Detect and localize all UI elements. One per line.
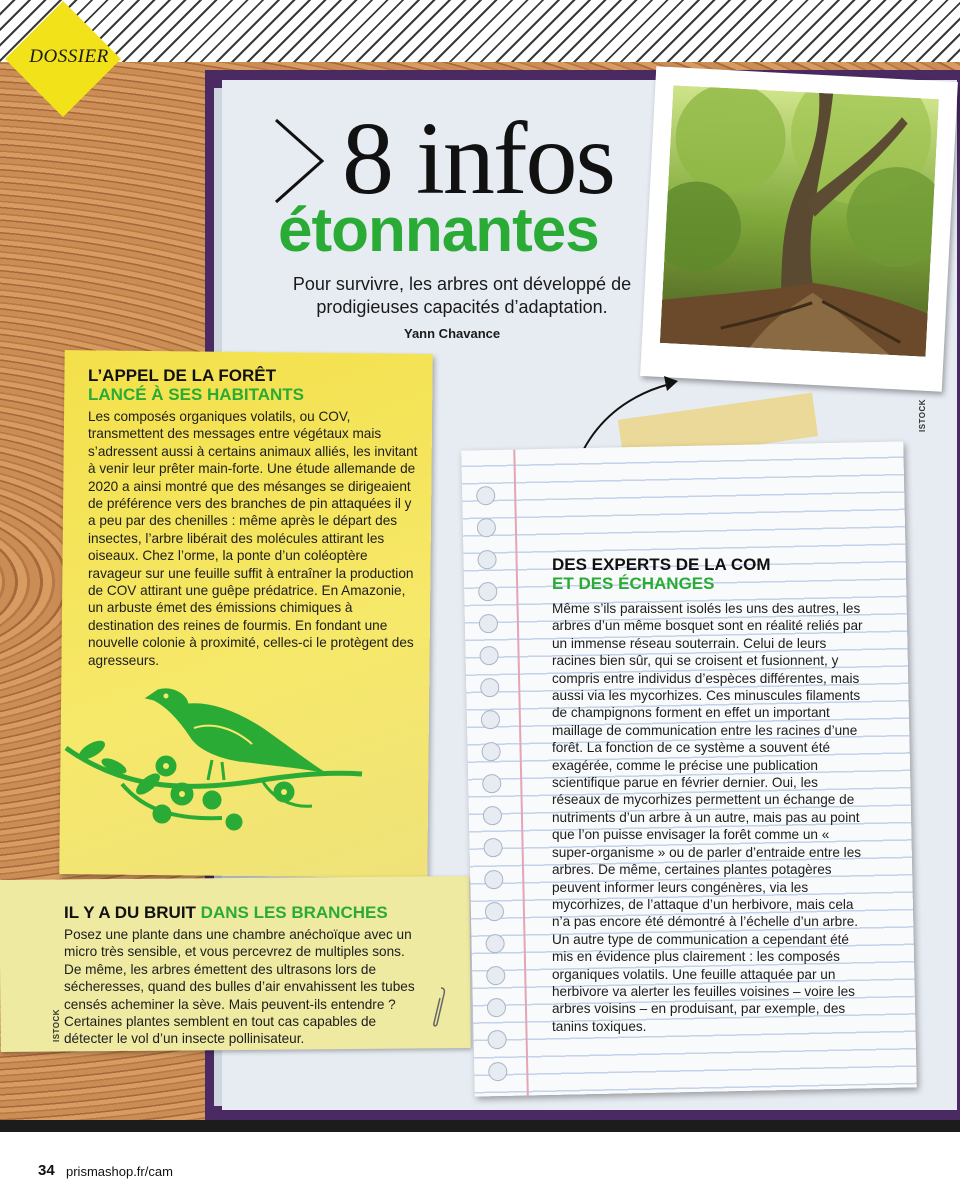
box1-heading-black: L’APPEL DE LA FORÊT — [88, 366, 276, 385]
box3-heading-green: DANS LES BRANCHES — [200, 903, 388, 922]
notebook-hole — [482, 774, 501, 793]
notebook-hole — [479, 614, 498, 633]
notebook-hole — [483, 838, 502, 857]
box1-heading — [88, 366, 304, 404]
notebook-hole — [483, 806, 502, 825]
author-name: Yann Chavance — [404, 326, 501, 341]
headline-line1: 8 infos — [342, 101, 614, 216]
notebook-hole — [478, 582, 497, 601]
chevron-right-icon — [270, 116, 330, 206]
footer-bar — [0, 1120, 960, 1132]
section-badge-label: DOSSIER — [29, 46, 109, 67]
box3-body: Posez une plante dans une chambre anéchoïque avec un micro très sensible, et vous percevrez de multiples sons. De même, les arbres émettent des ultrasons lors de sécheresses, quand des bulles d’air envahissent les tubes censés acheminer la sève. Mais peuvent-ils entendre ? Certaines plantes semblent en tout cas capables de détecter le vol d’un insecte pollinisateur. — [64, 927, 415, 1047]
notebook-margin-line — [513, 450, 529, 1096]
notebook-hole — [477, 518, 496, 537]
bird-on-branch-illustration — [62, 688, 372, 838]
page-number: 34 — [38, 1162, 55, 1179]
notebook-hole — [485, 934, 504, 953]
notebook-hole — [477, 550, 496, 569]
notebook-hole — [487, 998, 506, 1017]
box3-heading — [64, 903, 388, 922]
intro-text: Pour survivre, les arbres ont développé de prodigieuses capacités d’adaptation. — [292, 274, 632, 317]
box2-body: Même s’ils paraissent isolés les uns des autres, les arbres d’un même bosquet sont en réalité reliés par un immense réseau souterrain. Celui de leurs racines bien sûr, qui se croisent et fusionnent, y compris entre individus d’espèces différentes, mais aussi via les mycorhizes. Ces minuscules filaments de champignons forment en effet un important maillage de communication entre les racines d’une forêt. La fonction de ce système a souvent été exagérée, comme le précise une publication scientifique parue en février dernier. Oui, les réseaux de mycorhizes permettent un échange de nutriments d’un arbre à un autre, mais pas au point que l’on puisse envisager la forêt comme un « super-organisme » ou de parler d’entraide entre les arbres. De même, certaines plantes potagères peuvent informer leurs congénères, via les mycorhizes, de l’attaque d’un herbivore, mais cela n’a pas encore été démontré à l’échelle d’un arbre. Un autre type de communication a cependant été mis en évidence plus clairement : les composés organiques volatils. Une feuille attaquée par un herbivore va alerter les feuilles voisines – voire les arbres voisins – en produisant, par exemple, des tanins toxiques. — [552, 601, 863, 1034]
illustration-credit: ISTOCK — [52, 1008, 61, 1042]
notebook-hole — [479, 646, 498, 665]
headline-line2: étonnantes — [278, 196, 599, 265]
box2-heading-black: DES EXPERTS DE LA COM — [552, 555, 771, 574]
striped-header-band — [0, 0, 960, 62]
notebook-hole — [481, 742, 500, 761]
footer-site-link[interactable]: prismashop.fr/cam — [66, 1164, 173, 1179]
box1-heading-green: LANCÉ À SES HABITANTS — [88, 385, 304, 404]
box3-heading-black: IL Y A DU BRUIT — [64, 903, 196, 922]
box2-heading-green: ET DES ÉCHANGES — [552, 574, 715, 593]
forest-photo — [660, 85, 939, 357]
box2-heading — [552, 555, 771, 593]
paperclip-icon — [432, 986, 446, 1028]
photo-credit: ISTOCK — [918, 398, 927, 432]
notebook-hole — [481, 710, 500, 729]
notebook-hole — [480, 678, 499, 697]
notebook-hole — [484, 870, 503, 889]
notebook-hole — [488, 1062, 507, 1081]
notebook-hole — [486, 966, 505, 985]
notebook-hole — [485, 902, 504, 921]
polaroid-photo-frame — [640, 66, 958, 391]
notebook-hole — [487, 1030, 506, 1049]
box1-body: Les composés organiques volatils, ou COV, transmettent des messages entre végétaux mais s’adressent aussi à certains animaux alliés, les invitant à venir leur prêter main-forte. Une étude allemande de 2020 a ainsi montré que des mésanges se dirigeaient de préférence vers des branches de pin attaquées il y a peu par des chenilles : même après le départ des insectes, l’arbre libérait des molécules attirant les oiseaux. Chez l’orme, la ponte d’un coléoptère ravageur sur une feuille suffit à entraîner la production de COV attirant une guêpe prédatrice. En Amazonie, un arbuste émet des émissions chimiques à destination des reines de fourmis. En fondant une nouvelle colonie à proximité, celles-ci le protègent des agresseurs. — [88, 409, 418, 668]
notebook-hole — [476, 486, 495, 505]
